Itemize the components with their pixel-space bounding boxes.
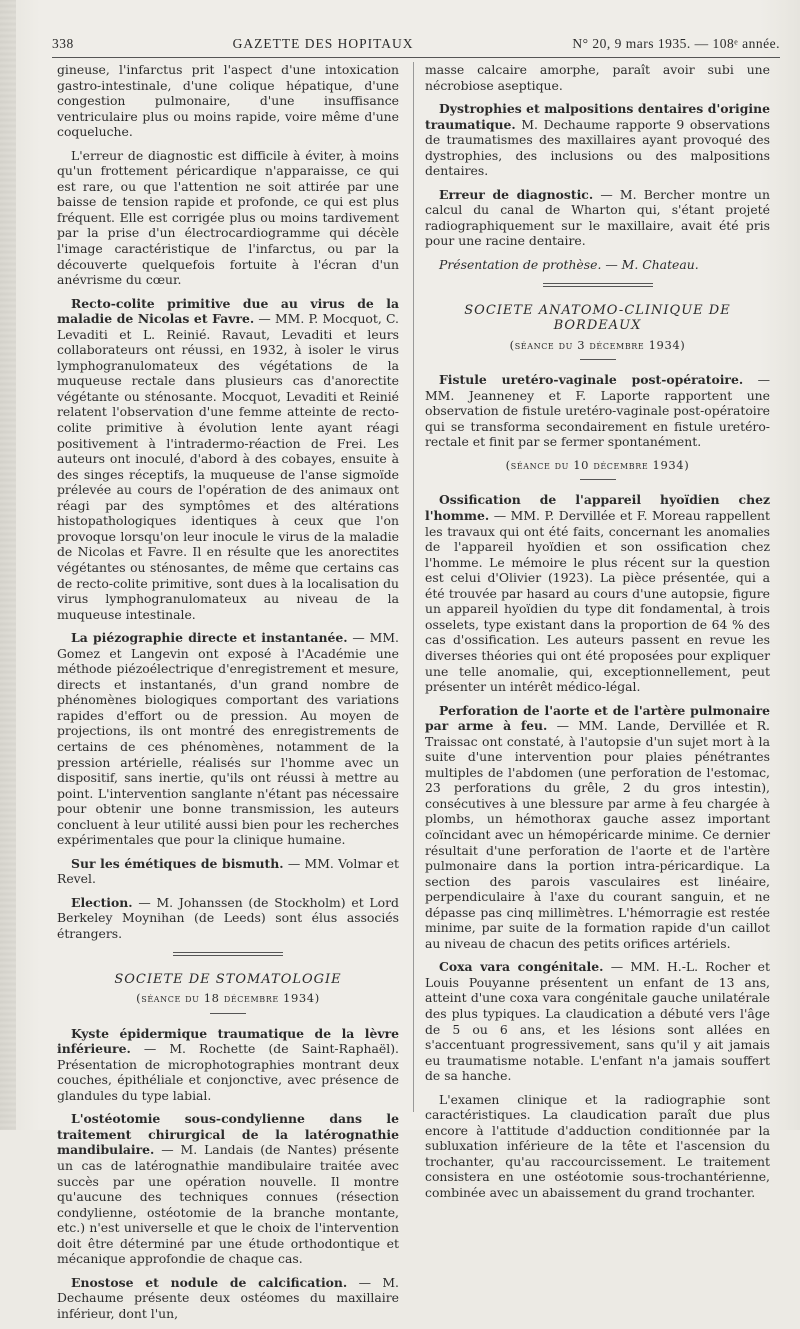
- session-date: (séance du 10 décembre 1934): [505, 457, 690, 472]
- article-title: La piézographie directe et instantanée.: [71, 630, 348, 646]
- article-title: Fistule uretéro-vaginale post-opératoire.: [439, 372, 744, 388]
- article-title: Ossification de l'appareil hyoïdien chez l'homme.: [425, 492, 770, 524]
- article-entry: [425, 959, 770, 1083]
- left-column: [57, 62, 399, 1329]
- article-title: Perforation de l'aorte et de l'artère pulmonaire par arme à feu.: [425, 702, 770, 734]
- section-rule: [543, 283, 653, 287]
- running-header: [52, 36, 780, 56]
- header-rule: [52, 57, 780, 58]
- article-body: — MM. P. Dervillée et F. Moreau rappellent les travaux qui ont été faits, concernant les anomalies de l'appareil hyoïdien et son ossification chez l'homme. Le mémoire le plus récent sur la question est celui d'Olivier (1923). La pièce présentée, qui a été trouvée par hasard au cours d'une autopsie, figure un appareil hyoïdien du type dit fondamental, à trois osselets, type existant dans la proportion de 64 % des cas d'ossification. Les auteurs passent en revue les diverses théories qui ont été proposées pour expliquer une telle anomalie, qui, exceptionnellement, peut présenter un intérêt médico-légal.: [425, 508, 770, 695]
- article-title: Sur les émétiques de bismuth.: [71, 855, 284, 871]
- article-entry: [57, 895, 399, 942]
- article-body: — MM. Jeanneney et F. Laporte rapportent une observation de fistule uretéro-vaginale post-opératoire qui se transforma secondairement en fistule uretéro-rectale et finit par se fermer spontanément.: [425, 372, 770, 450]
- article-body: — M. Bercher montre un calcul du canal de Wharton qui, s'étant projeté radiographiquement sur le maxillaire, avait été pris pour une racine dentaire.: [425, 186, 770, 249]
- issue-info: N° 20, 9 mars 1935. — 108ᵉ année.: [572, 36, 780, 51]
- society-heading: SOCIETE DE STOMATOLOGIE: [114, 971, 342, 987]
- article-entry: [57, 630, 399, 848]
- right-column: [425, 62, 770, 1209]
- society-heading: SOCIETE ANATOMO-CLINIQUE DE BORDEAUX: [464, 302, 731, 334]
- article-body: M. Dechaume rapporte 9 observations de traumatismes des maxillaires ayant provoqué des dystrophies, des inclusions ou des malpositions dentaires.: [425, 116, 770, 179]
- page-binding-edge: [0, 0, 16, 1130]
- article-title: Election.: [71, 894, 133, 910]
- article-entry: [425, 187, 770, 249]
- article-body: — M. Dechaume présente deux ostéomes du maxillaire inférieur, dont l'un,: [57, 1274, 399, 1321]
- article-entry: [425, 492, 770, 694]
- short-rule: [580, 479, 616, 480]
- article-entry: [57, 856, 399, 887]
- article-entry: [425, 101, 770, 179]
- session-date: (séance du 3 décembre 1934): [509, 337, 686, 352]
- article-entry: [57, 1111, 399, 1266]
- article-title: Erreur de diagnostic.: [439, 186, 594, 202]
- article-entry: [57, 1275, 399, 1322]
- article-body: — MM. P. Mocquot, C. Levaditi et L. Reinié. Ravaut, Levaditi et leurs collaborateurs ont réussi, en 1932, à isoler le virus lymphogranulomateux des végétations de la muqueuse rectale dans plusieurs cas d'anorectite végétante ou sténosante. Mocquot, Levaditi et Reinié relatent l'observation d'une femme atteinte de recto-colite primitive à évolution lente ayant réagi positivement à l'intradermo-réaction de Frei. Les auteurs ont inoculé, d'abord à des cobayes, ensuite à des singes réceptifs, la muqueuse de l'anse sigmoïde prélevée au cours de l'opération de des animaux ont réagi par des symptômes et des altérations histopathologiques identiques à ceux que l'on provoque lorsqu'on leur inocule le virus de la maladie de Nicolas et Favre. Il en résulte que les anorectites végétantes ou sténosantes, de même que certains cas de recto-colite primitive, sont dues à la localisation du virus lymphogranulomateux au niveau de la muqueuse intestinale.: [57, 311, 399, 622]
- article-body: — M. Johanssen (de Stockholm) et Lord Berkeley Moynihan (de Leeds) sont élus associés étrangers.: [57, 894, 399, 941]
- section-rule: [173, 952, 283, 956]
- short-rule: [580, 359, 616, 360]
- article-title: Recto-colite primitive due au virus de la maladie de Nicolas et Favre.: [57, 295, 399, 327]
- article-title: Kyste épidermique traumatique de la lèvre inférieure.: [57, 1025, 399, 1057]
- article-title: Coxa vara congénitale.: [439, 959, 604, 975]
- short-rule: [210, 1013, 246, 1014]
- paragraph: L'examen clinique et la radiographie sont caractéristiques. La claudication paraît due plus encore à l'attitude d'adduction conditionnée par la subluxation inférieure de la tête et l'ascension du trochanter, qu'au raccourcissement. Le traitement consistera en une ostéotomie sous-trochantérienne, combinée avec un abaissement du grand trochanter.: [425, 1091, 770, 1200]
- article-entry: [425, 703, 770, 952]
- journal-title: GAZETTE DES HOPITAUX: [232, 36, 414, 51]
- article-title: Dystrophies et malpositions dentaires d'origine traumatique.: [425, 101, 770, 132]
- column-divider: [413, 62, 414, 1112]
- article-title: L'ostéotomie sous-condylienne dans le traitement chirurgical de la latérognathie mandibulaire.: [57, 1111, 399, 1158]
- article-body: — M. Rochette (de Saint-Raphaël). Présentation de microphotographies montrant deux couches, épithéliale et conjonctive, avec présence de glandules du type labial.: [57, 1041, 399, 1103]
- article-body: — MM. Gomez et Langevin ont exposé à l'Académie une méthode piézoélectrique d'enregistrement et mesure, directs et instantanés, d'un grand nombre de phénomènes biologiques comportant des variations rapides d'effort ou de pression. Au moyen de projections, ils ont montré des enregistrements de certains de ces phénomènes, notamment de la pression artérielle, réalisés sur l'homme avec un dispositif, sans inertie, qu'ils ont réussi à mettre au point. L'intervention sanglante n'étant pas nécessaire pour obtenir une bonne transmission, les auteurs concluent à leur utilité aussi bien pour les recherches expérimentales que pour la clinique humaine.: [57, 630, 399, 848]
- article-body: — M. Landais (de Nantes) présente un cas de latérognathie mandibulaire traitée avec succès par une opération nouvelle. Il montre qu'aucune des techniques connues (résection condylienne, ostéotomie de la branche montante, etc.) n'est universelle et que le choix de l'intervention doit être déterminé par une étude orthodontique et mécanique approfondie de chaque cas.: [57, 1142, 399, 1267]
- article-entry: [425, 372, 770, 450]
- article-body: — MM. Volmar et Revel.: [57, 855, 399, 887]
- article-title: Enostose et nodule de calcification.: [71, 1274, 348, 1290]
- paragraph: gineuse, l'infarctus prit l'aspect d'une intoxication gastro-intestinale, d'une colique hépatique, d'une congestion pulmonaire, d'une insuffisance ventriculaire plus ou moins rapide, voire même d'une coqueluche.: [57, 62, 399, 140]
- article-body: — MM. H.-L. Rocher et Louis Pouyanne présentent un enfant de 13 ans, atteint d'une coxa vara congénitale gauche unilatérale des plus typiques. La claudication a débuté vers l'âge de 5 ou 6 ans, et les lésions sont allées en s'accentuant progressivement, sans qu'il y ait jamais eu traumatisme notable. L'enfant n'a jamais souffert de sa hanche.: [425, 959, 770, 1084]
- paragraph: masse calcaire amorphe, paraît avoir subi une nécrobiose aseptique.: [425, 62, 770, 93]
- paragraph: Présentation de prothèse. — M. Chateau.: [439, 257, 699, 273]
- session-date: (séance du 18 décembre 1934): [136, 991, 320, 1006]
- article-entry: [57, 296, 399, 622]
- page-number: 338: [52, 36, 74, 51]
- paragraph: L'erreur de diagnostic est difficile à éviter, à moins qu'un frottement péricardique n'apparaisse, ce qui est rare, ou que l'attention ne soit attirée par une baisse de tension rapide et profonde, ce qui est plus fréquent. Elle est corrigée plus ou moins tardivement par la prise d'un électrocardiogramme qui décèle l'image caractéristique de l'infarctus, ou par la découverte quelquefois fortuite à l'écran d'un anévrisme du cœur.: [57, 147, 399, 288]
- article-entry: [57, 1026, 399, 1104]
- article-body: — MM. Lande, Dervillée et R. Traissac ont constaté, à l'autopsie d'un sujet mort à la suite d'une intervention pour plaies pénétrantes multiples de l'abdomen (une perforation de l'estomac, 23 perforations du grêle, 2 du gros intestin), consécutives à une blessure par arme à feu chargée à plombs, un hémothorax gauche assez important coïncidant avec un hémopéricarde minime. Ce dernier résultait d'une perforation de l'aorte et de l'artère pulmonaire dans la portion intra-péricardique. La section des parois vasculaires est linéaire, perpendiculaire à l'axe du courant sanguin, et ne dépasse pas cinq millimètres. L'hémorragie est restée minime, par suite de la formation rapide d'un caillot au niveau de chacun des petits orifices artériels.: [425, 718, 770, 951]
